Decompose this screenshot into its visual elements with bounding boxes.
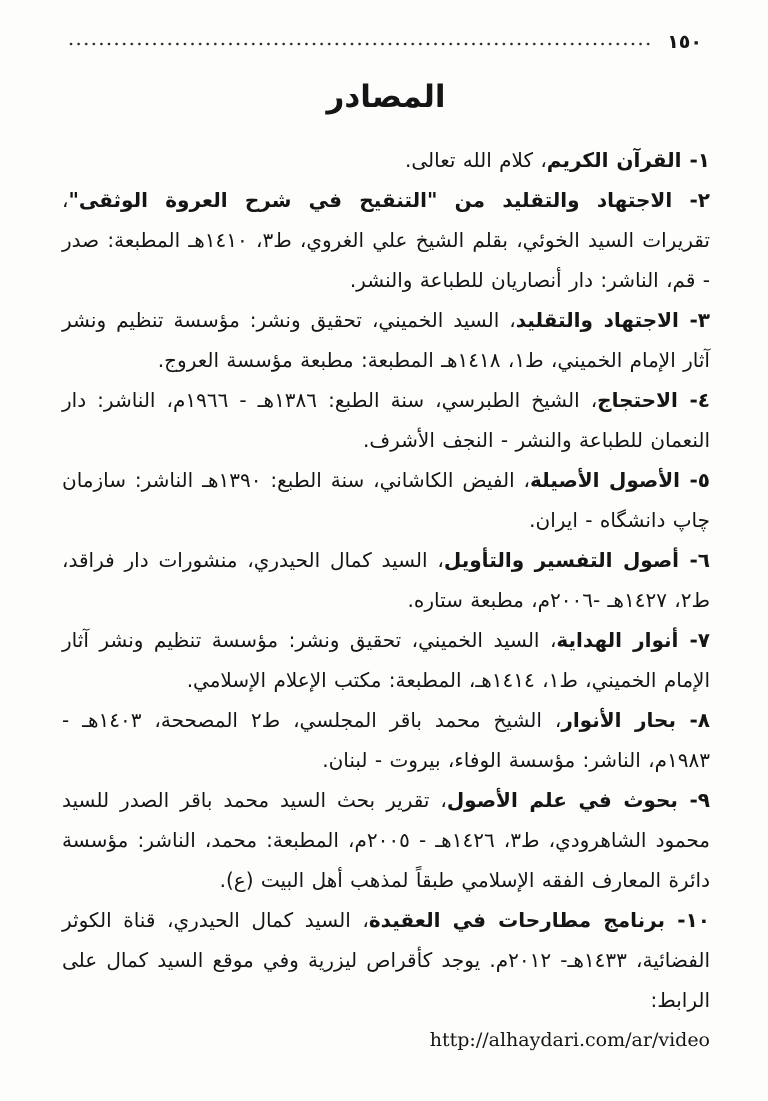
bibliography-list	[62, 140, 710, 1060]
entry-details: ، الشيخ الطبرسي، سنة الطبع: ١٣٨٦هـ - ١٩٦٦م، الناشر: دار النعمان للطباعة والنشر - النجف الأشرف.	[62, 388, 710, 453]
entry-url: http://alhaydari.com/ar/video	[429, 1029, 710, 1052]
bibliography-entry	[62, 140, 710, 180]
entry-number-and-title: ١٠- برنامج مطارحات في العقيدة	[368, 908, 710, 933]
dotted-leader	[66, 41, 653, 51]
entry-number-and-title: ٩- بحوث في علم الأصول	[446, 788, 710, 813]
entry-number-and-title: ٢- الاجتهاد والتقليد من "التنقيح في شرح العروة الوثقى"	[68, 188, 710, 213]
entry-number-and-title: ٤- الاحتجاج	[597, 388, 710, 413]
entry-details: ، الشيخ محمد باقر المجلسي، ط٢ المصححة، ١٤٠٣هـ - ١٩٨٣م، الناشر: مؤسسة الوفاء، بيروت - لبنان.	[62, 708, 710, 773]
bibliography-entry	[62, 700, 710, 780]
entry-details: ، السيد الخميني، تحقيق ونشر: مؤسسة تنظيم ونشر آثار الإمام الخميني، ط١، ١٤١٤هـ، المطبعة: مكتب الإعلام الإسلامي.	[62, 628, 710, 693]
page-title: المصادر	[326, 79, 446, 115]
entry-details: ، السيد كمال الحيدري، منشورات دار فراقد، ط٢، ١٤٢٧هـ -٢٠٠٦م، مطبعة ستاره.	[62, 548, 710, 613]
entry-number-and-title: ٧- أنوار الهداية	[556, 628, 710, 653]
entry-details: ، الفيض الكاشاني، سنة الطبع: ١٣٩٠هـ الناشر: سازمان چاپ دانشگاه - ايران.	[62, 468, 710, 533]
bibliography-entry	[62, 620, 710, 700]
bibliography-entry	[62, 460, 710, 540]
entry-details: ، السيد كمال الحيدري، قناة الكوثر الفضائية، ١٤٣٣هـ- ٢٠١٢م. يوجد كأقراص ليزرية وفي موقع السيد كمال على الرابط:	[62, 908, 711, 1013]
entry-number-and-title: ٨- بحار الأنوار	[561, 708, 710, 733]
page-header	[62, 26, 710, 52]
page-number: ١٥٠	[667, 31, 702, 53]
bibliography-entry	[62, 780, 710, 900]
bibliography-entry	[62, 180, 710, 300]
entry-details: ، تقرير بحث السيد محمد باقر الصدر للسيد محمود الشاهرودي، ط٣، ١٤٢٦هـ - ٢٠٠٥م، المطبعة: محمد، الناشر: مؤسسة دائرة المعارف الفقه الإسلامي طبقاً لمذهب أهل البيت (ع).	[62, 788, 711, 893]
entry-number-and-title: ١- القرآن الكريم	[546, 148, 710, 173]
entry-number-and-title: ٣- الاجتهاد والتقليد	[515, 308, 710, 333]
entry-details: ، كلام الله تعالى.	[405, 148, 547, 173]
bibliography-entry	[62, 380, 710, 460]
entry-number-and-title: ٥- الأصول الأصيلة	[530, 468, 711, 493]
entry-number-and-title: ٦- أصول التفسير والتأويل	[443, 548, 710, 573]
bibliography-entry	[62, 300, 710, 380]
entry-details: ، السيد الخميني، تحقيق ونشر: مؤسسة تنظيم ونشر آثار الإمام الخميني، ط١، ١٤١٨هـ المطبعة: مطبعة مؤسسة العروج.	[62, 308, 710, 373]
bibliography-entry	[62, 900, 710, 1060]
bibliography-entry	[62, 540, 710, 620]
entry-details: ، تقريرات السيد الخوئي، بقلم الشيخ علي الغروي، ط٣، ١٤١٠هـ المطبعة: صدر - قم، الناشر: دار أنصاريان للطباعة والنشر.	[62, 188, 710, 293]
